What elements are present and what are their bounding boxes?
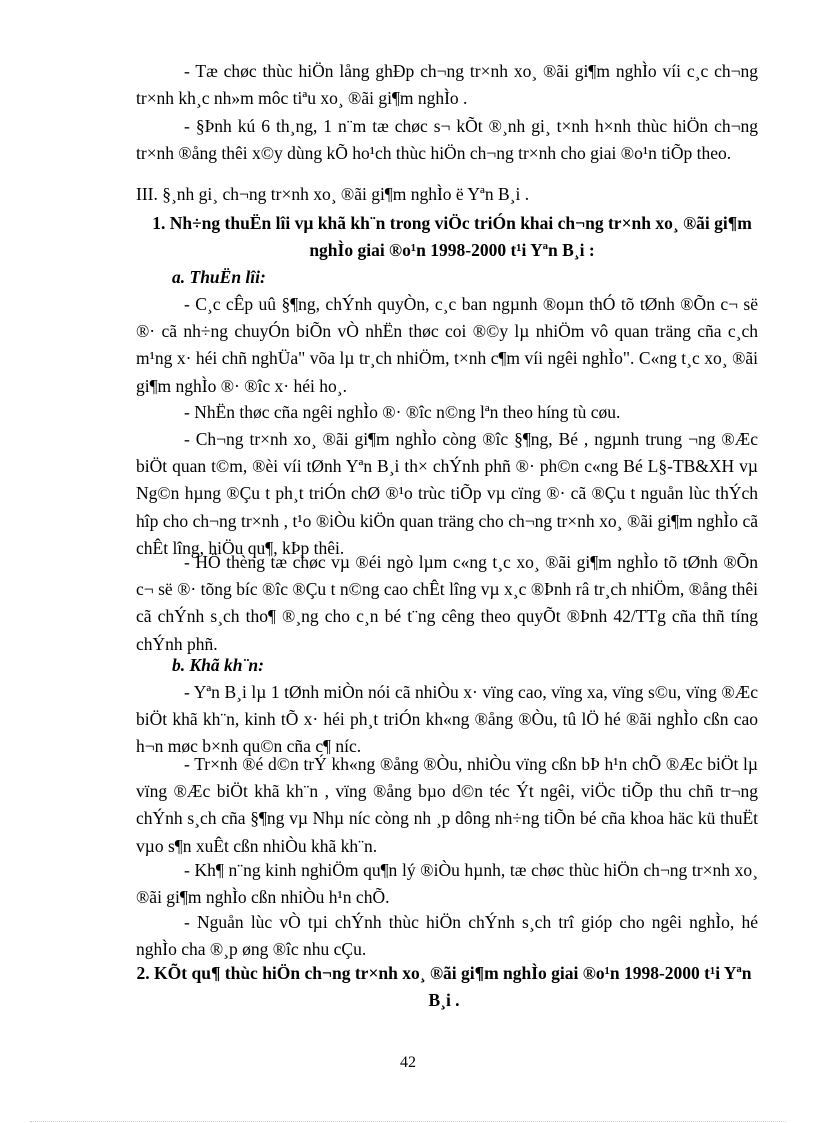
paragraph-difficulty-4: - Nguån lùc vÒ tµi chÝnh thùc hiÖn chÝnh s¸ch trî gióp cho ngêi nghÌo, hé nghÌo cha ®¸p øng ®îc nhu cÇu. <box>136 912 758 960</box>
page-bottom-divider <box>30 1121 786 1122</box>
paragraph-advantage-3: - Ch¬ng tr×nh xo¸ ®ãi gi¶m nghÌo còng ®îc §¶ng, Bé , ngµnh trung ¬ng ®Æc biÖt quan t©m, ®èi víi tØnh Yªn B¸i th× chÝnh phñ ®· ph©n c«ng Bé L§-TB&XH vµ Ng©n hµng ®Çu t ph¸t triÓn chØ ®¹o trùc tiÕp vµ cïng ®· cã ®Çu t nguån lùc thÝch hîp cho ch¬ng tr×nh , t¹o ®iÒu kiÖn quan träng cho ch¬ng tr×nh xo¸ ®ãi gi¶m nghÌo cã chÊt lîng, hiÖu qu¶, kÞp thêi. <box>136 429 758 558</box>
paragraph-integration: - Tæ chøc thùc hiÖn lång ghÐp ch¬ng tr×nh xo¸ ®ãi gi¶m nghÌo víi c¸c ch¬ng tr×nh kh¸c nh»m môc tiªu xo¸ ®ãi gi¶m nghÌo . <box>136 61 758 109</box>
subheading-difficulties: b. Khã kh¨n: <box>172 655 264 675</box>
paragraph-periodic-review: - §Þnh kú 6 th¸ng, 1 n¨m tæ chøc s¬ kÕt ®¸nh gi¸ t×nh h×nh thùc hiÖn ch¬ng tr×nh ®ång thêi x©y dùng kÕ ho¹ch thùc hiÖn ch¬ng tr×nh cho giai ®o¹n tiÕp theo. <box>136 116 758 164</box>
paragraph-difficulty-1: - Yªn B¸i lµ 1 tØnh miÒn nói cã nhiÒu x· vïng cao, vïng xa, vïng s©u, vïng ®Æc biÖt khã kh¨n, kinh tÕ x· héi ph¸t triÓn kh«ng ®ång ®Òu, tû lÖ hé ®ãi nghÌo cßn cao h¬n møc b×nh qu©n cña c¶ níc. <box>136 682 758 757</box>
paragraph-advantage-2: - NhËn thøc cña ngêi nghÌo ®· ®îc n©ng lªn theo híng tù cøu. <box>184 402 621 422</box>
paragraph-difficulty-2: - Tr×nh ®é d©n trÝ kh«ng ®ång ®Òu, nhiÒu vïng cßn bÞ h¹n chÕ ®Æc biÖt lµ vïng ®Æc biÖt khã kh¨n , vïng ®ång bµo d©n téc Ýt ngêi, viÖc tiÕp thu chñ tr¬ng chÝnh s¸ch cña §¶ng vµ Nhµ níc còng nh ¸p dông nh÷ng tiÕn bé cña khoa häc kü thuËt vµo s¶n xuÊt cßn nhiÒu khã kh¨n. <box>136 754 758 856</box>
heading-results: 2. KÕt qu¶ thùc hiÖn ch¬ng tr×nh xo¸ ®ãi gi¶m nghÌo giai ®o¹n 1998-2000 t¹i Yªn B¸i . <box>136 963 752 1011</box>
heading-advantages-difficulties: 1. Nh÷ng thuËn lîi vµ khã kh¨n trong viÖc triÓn khai ch¬ng tr×nh xo¸ ®ãi gi¶m nghÌo giai ®o¹n 1998-2000 t¹i Yªn B¸i : <box>152 213 752 261</box>
paragraph-advantage-1: - C¸c cÊp uû §¶ng, chÝnh quyÒn, c¸c ban ngµnh ®oµn thÓ tõ tØnh ®Õn c¬ së ®· cã nh÷ng chuyÓn biÕn vÒ nhËn thøc coi ®©y lµ nhiÖm vô quan träng cña c¸ch m¹ng x· héi chñ nghÜa" võa lµ tr¸ch nhiÖm, t×nh c¶m víi ngêi nghÌo". C«ng t¸c xo¸ ®ãi gi¶m nghÌo ®· ®îc x· héi ho¸. <box>136 294 758 396</box>
paragraph-advantage-4: - HÖ thèng tæ chøc vµ ®éi ngò lµm c«ng t¸c xo¸ ®ãi gi¶m nghÌo tõ tØnh ®Õn c¬ së ®· tõng bíc ®îc ®Çu t n©ng cao chÊt lîng vµ x¸c ®Þnh râ tr¸ch nhiÖm, ®ång thêi cã chÝnh s¸ch tho¶ ®¸ng cho c¸n bé t¨ng cêng theo quyÕt ®Þnh 42/TTg cña thñ tíng chÝnh phñ. <box>136 552 758 654</box>
section-three-title: III. §¸nh gi¸ ch¬ng tr×nh xo¸ ®ãi gi¶m nghÌo ë Yªn B¸i . <box>136 184 530 204</box>
paragraph-difficulty-3: - Kh¶ n¨ng kinh nghiÖm qu¶n lý ®iÒu hµnh, tæ chøc thùc hiÖn ch¬ng tr×nh xo¸ ®ãi gi¶m nghÌo cßn nhiÒu h¹n chÕ. <box>136 860 758 908</box>
subheading-advantages: a. ThuËn lîi: <box>172 267 266 287</box>
page-number: 42 <box>400 1054 416 1071</box>
